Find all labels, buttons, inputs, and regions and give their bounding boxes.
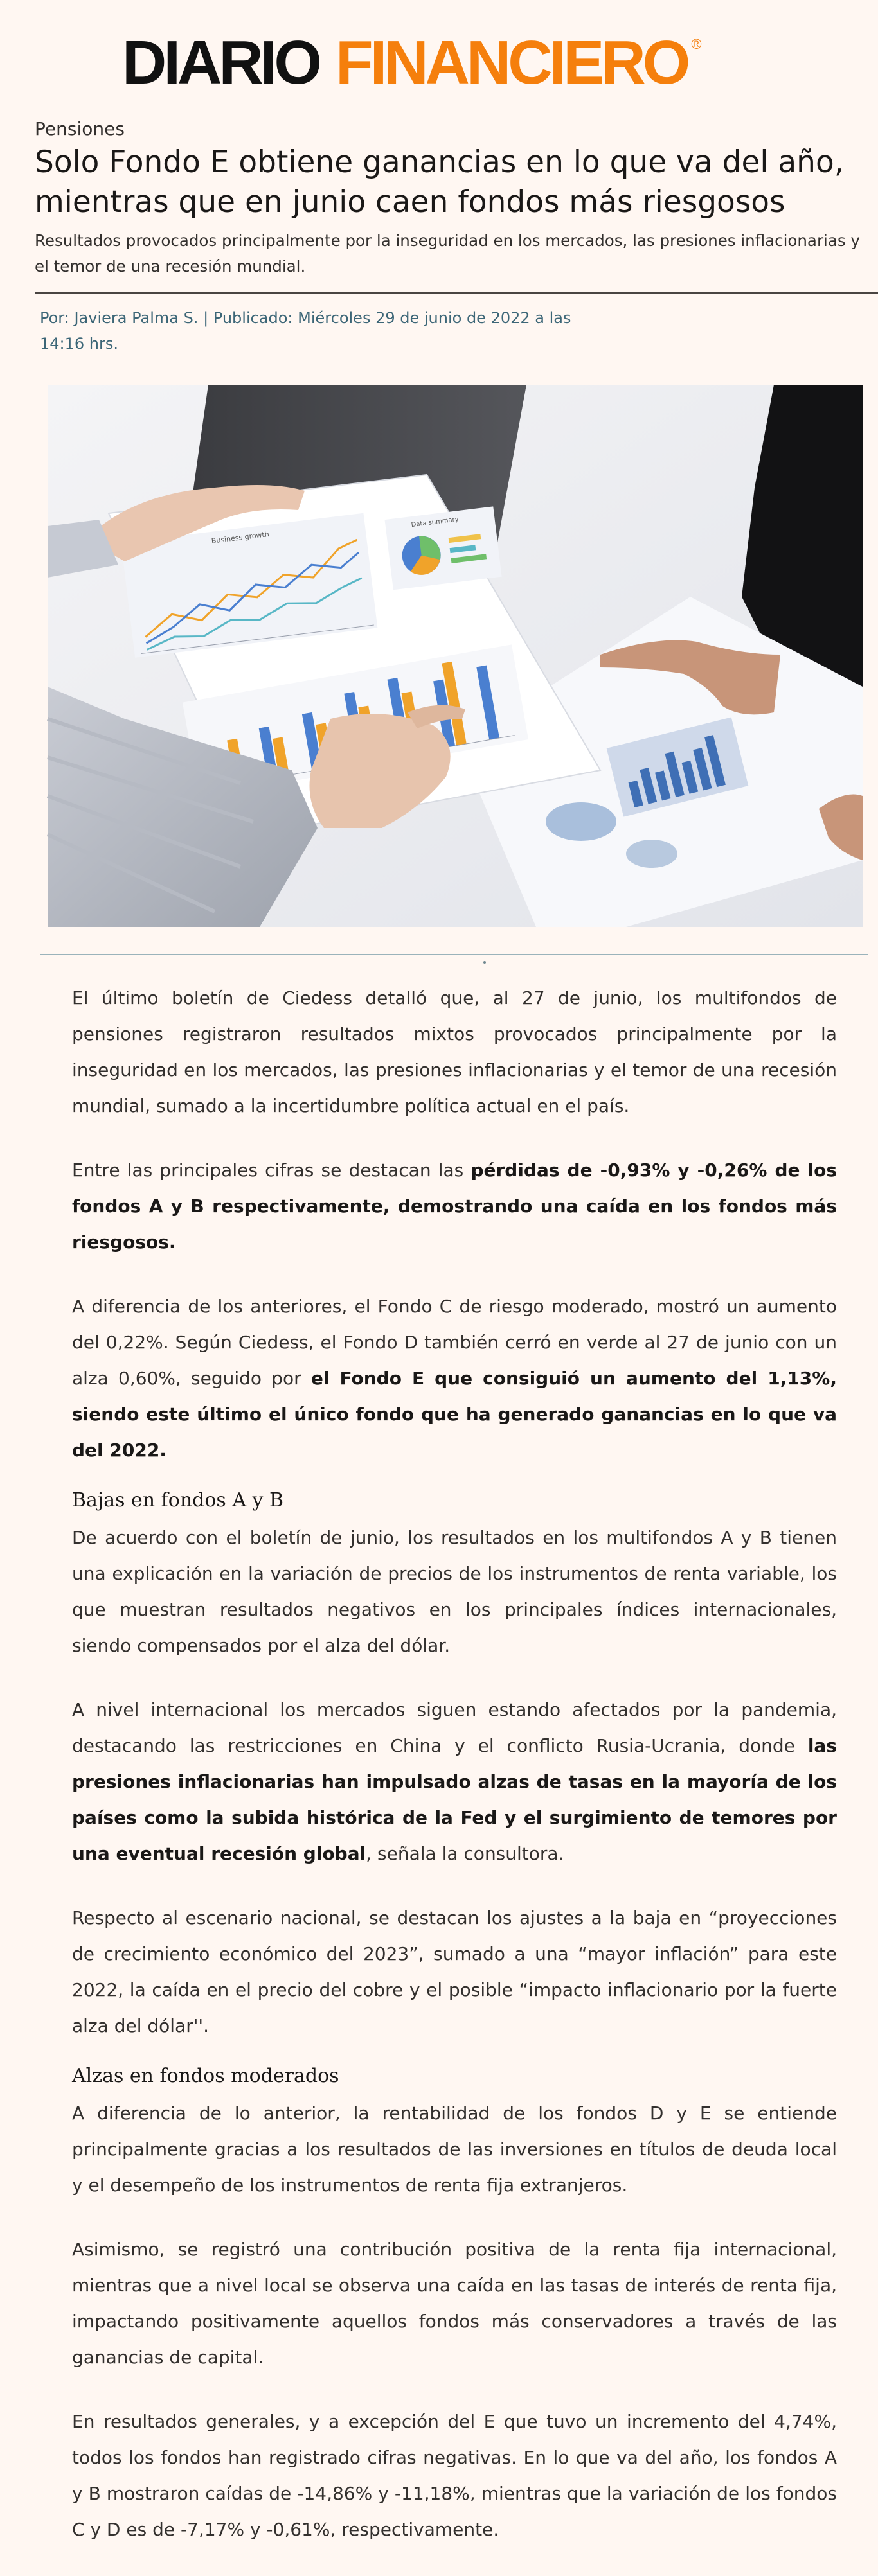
paragraph-7: A diferencia de lo anterior, la rentabilidad de los fondos D y E se entiende principalmente gracias a los resultados de las inversiones en títulos de deuda local y el desempeño de los instrumentos de renta fija extranjeros.: [72, 2103, 837, 2196]
article-body: [72, 980, 837, 2576]
paragraph-3-lead: A diferencia de los anteriores, el Fondo C de riesgo moderado, mostró un aumento del 0,22%. Según Ciedess, el Fondo D también cerró en verde al 27 de junio con un alza 0,60%, seguido por: [72, 1296, 837, 1389]
logo-word-diario: DIARIO: [122, 28, 319, 97]
logo-word-financiero: FINANCIERO: [336, 28, 688, 97]
paragraph-2-lead: Entre las principales cifras se destacan las: [72, 1160, 471, 1181]
paragraph-6: Respecto al escenario nacional, se destacan los ajustes a la baja en “proyecciones de crecimiento económico del 2023”, sumado a una “mayor inflación” para este 2022, la caída en el precio del cobre y el posible “impacto inflacionario por la fuerte alza del dólar''.: [72, 1907, 837, 2036]
paragraph-2-highlight: pérdidas de -0,93% y -0,26% de los fondos A y B respectivamente, demostrando una caída en los fondos más riesgosos.: [72, 1160, 838, 1253]
header-divider: [35, 292, 878, 294]
paragraph-1: El último boletín de Ciedess detalló que, al 27 de junio, los multifondos de pensiones registraron resultados mixtos provocados principalmente por la inseguridad en los mercados, las presiones inflacionarias y el temor de una recesión mundial, sumado a la incertidumbre política actual en el país.: [72, 987, 837, 1116]
article-standfirst: Resultados provocados principalmente por la inseguridad en los mercados, las presiones inflacionarias y el temor de una recesión mundial.: [35, 231, 860, 276]
subheading-bajas: Bajas en fondos A y B: [72, 1489, 284, 1512]
subheading-alzas: Alzas en fondos moderados: [72, 2065, 339, 2087]
logo-registered-mark: ®: [691, 36, 702, 52]
paragraph-3: [72, 1289, 837, 1469]
photo-chart-title: Business growth: [211, 529, 270, 545]
photo-summary-title: Data summary: [411, 516, 460, 529]
divider-dot: [483, 961, 486, 964]
article-headline: Solo Fondo E obtiene ganancias en lo que va del año, mientras que en junio caen fondos más riesgosos: [35, 145, 844, 220]
paragraph-5-lead: A nivel internacional los mercados siguen estando afectados por la pandemia, destacando las restricciones en China y el conflicto Rusia-Ucrania, donde: [72, 1699, 837, 1756]
paragraph-5-highlight: las presiones inflacionarias han impulsado alzas de tasas en la mayoría de los países como la subida histórica de la Fed y el surgimiento de temores por una eventual recesión global: [72, 1735, 837, 1864]
paragraph-4: De acuerdo con el boletín de junio, los resultados en los multifondos A y B tienen una explicación en la variación de precios de los instrumentos de renta variable, los que muestran resultados negativos en los principales índices internacionales, siendo compensados por el alza del dólar.: [72, 1527, 837, 1656]
paragraph-5: [72, 1692, 837, 1872]
paragraph-5-tail: , señala la consultora.: [366, 1843, 564, 1864]
section-label[interactable]: Pensiones: [35, 118, 125, 139]
paragraph-3-highlight: el Fondo E que consiguió un aumento del 1,13%, siendo este último el único fondo que ha generado ganancias en lo que va del 2022.: [72, 1368, 837, 1461]
paragraph-2: [72, 1152, 837, 1260]
paragraph-8: Asimismo, se registró una contribución positiva de la renta fija internacional, mientras que a nivel local se observa una caída en las tasas de interés de renta fija, impactando positivamente aquellos fondos más conservadores a través de las ganancias de capital.: [72, 2239, 837, 2368]
article-byline: Por: Javiera Palma S. | Publicado: Miércoles 29 de junio de 2022 a las 14:16 hrs.: [40, 309, 571, 353]
site-logo[interactable]: [122, 28, 702, 97]
article-photo: [48, 385, 863, 927]
paragraph-9: En resultados generales, y a excepción del E que tuvo un incremento del 4,74%, todos los fondos han registrado cifras negativas. En lo que va del año, los fondos A y B mostraron caídas de -14,86% y -11,18%, mientras que la variación de los fondos C y D es de -7,17% y -0,61%, respectivamente.: [72, 2411, 837, 2540]
photo-divider: [40, 954, 868, 955]
